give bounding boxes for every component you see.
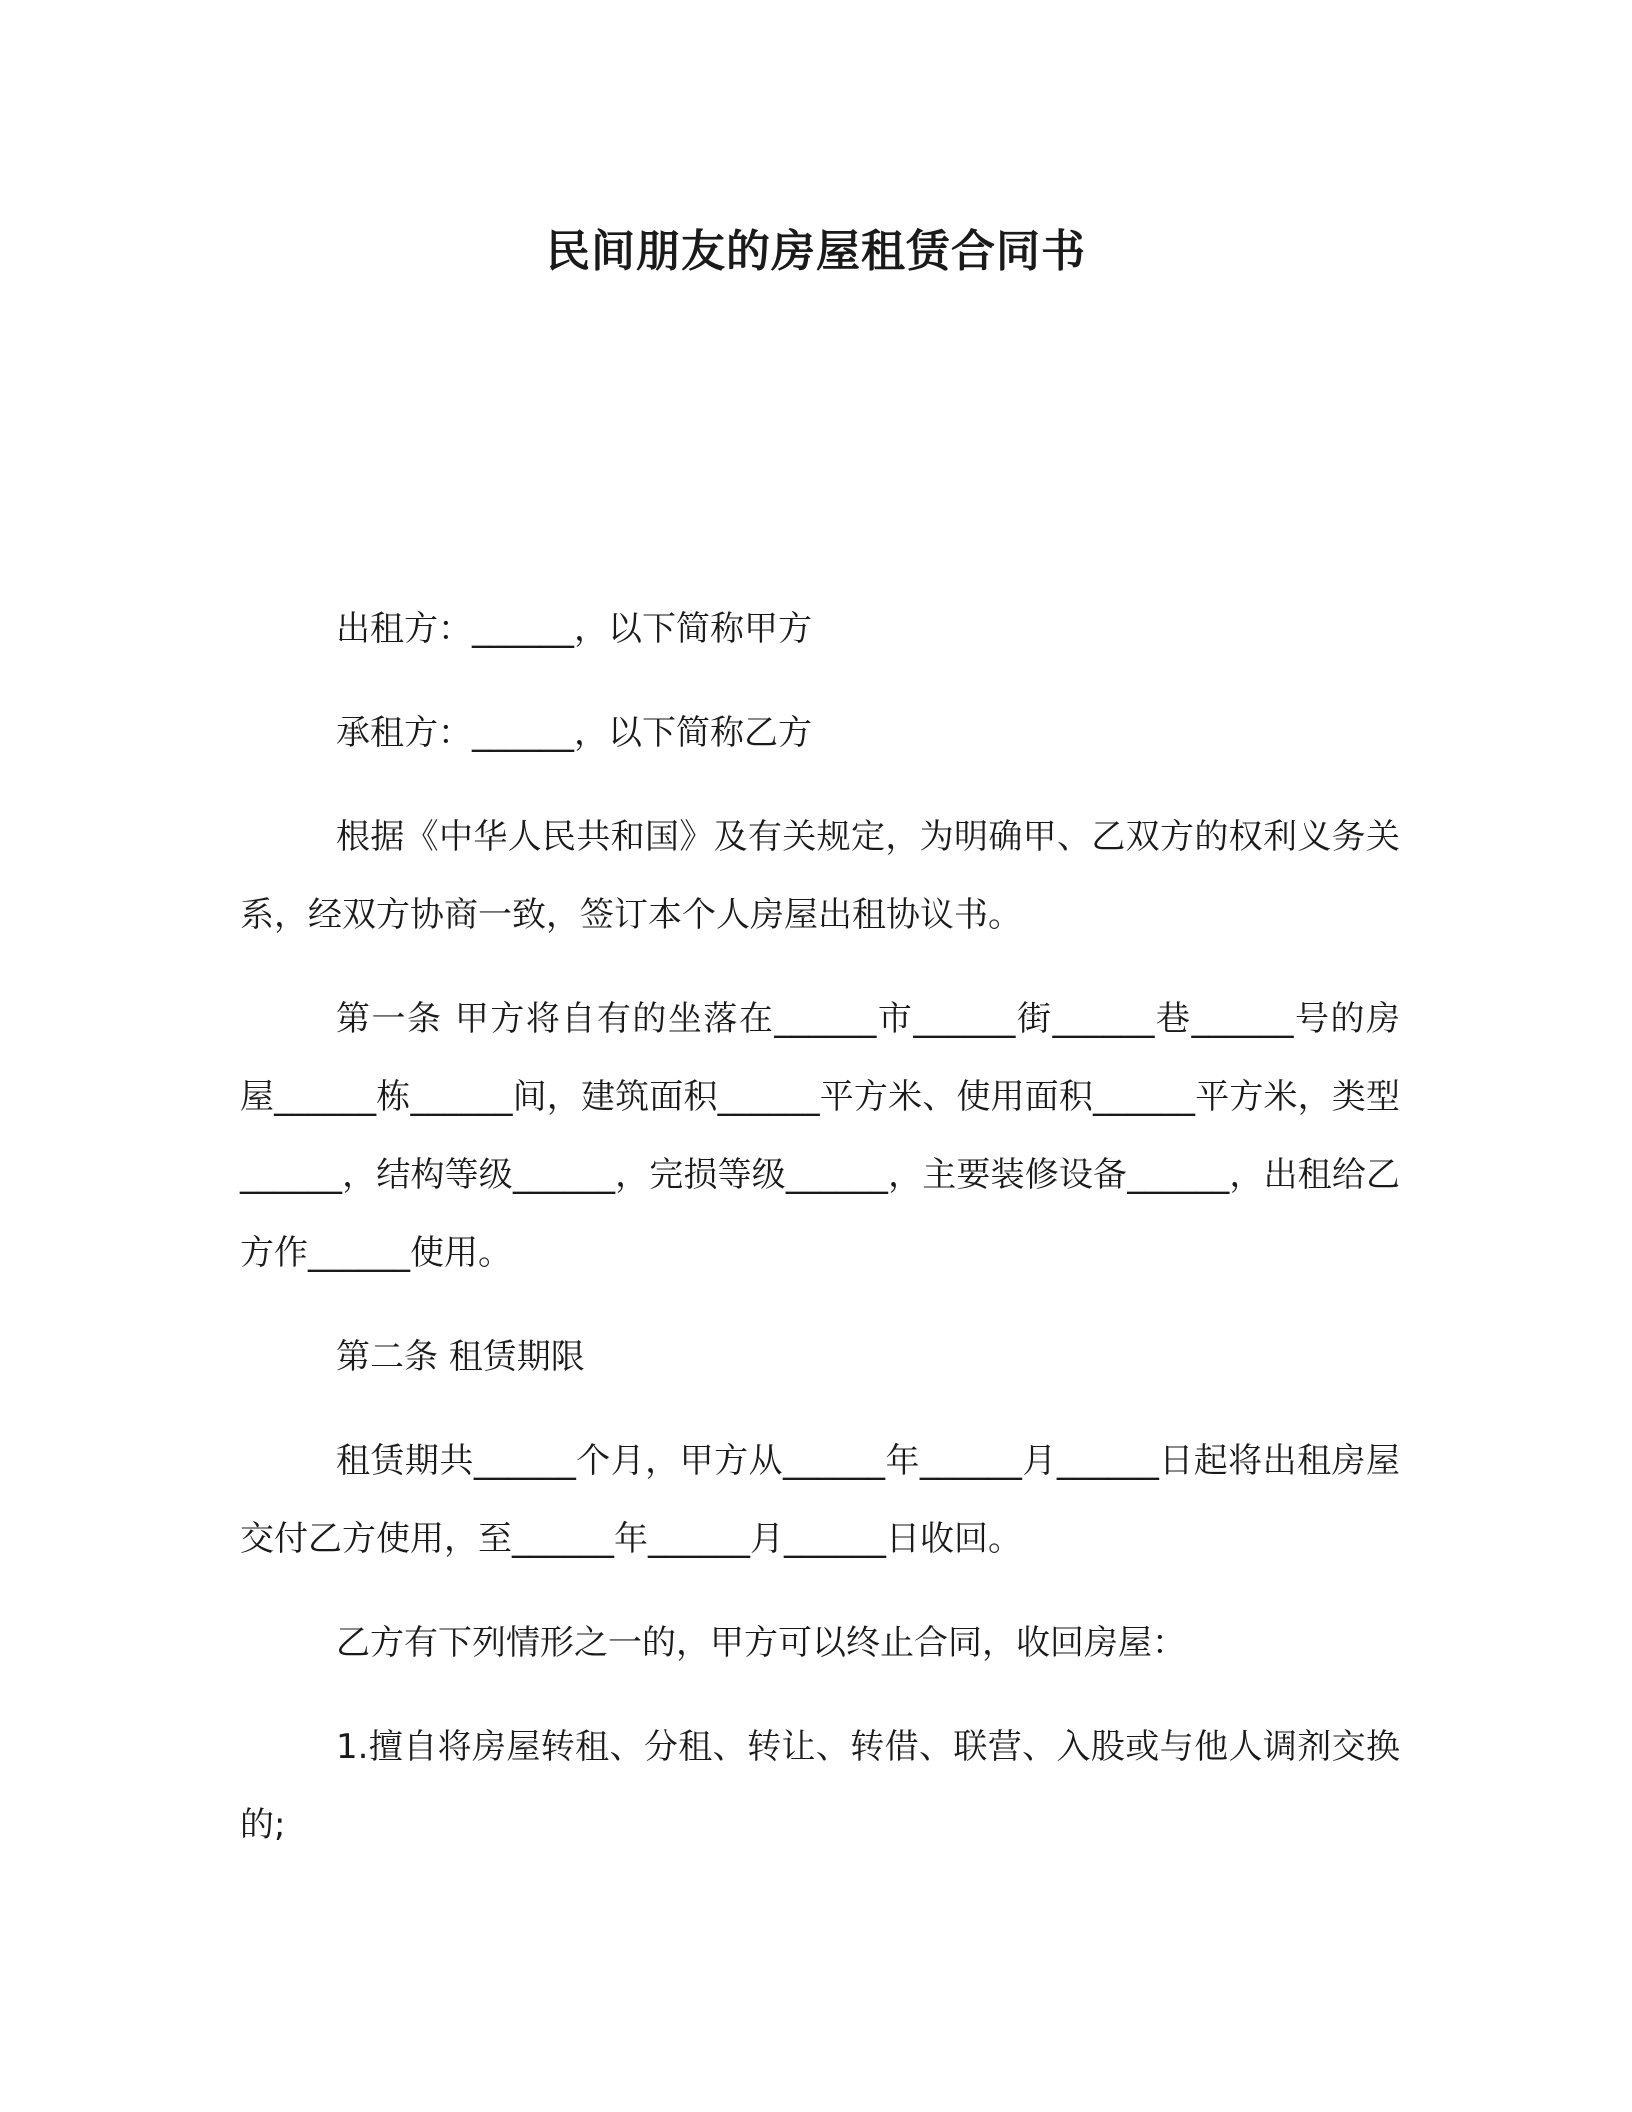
preamble-paragraph: 根据《中华人民共和国》及有关规定，为明确甲、乙双方的权利义务关系，经双方协商一致，签订本个人房屋出租协议书。 <box>240 817 1400 935</box>
document-body <box>240 590 1400 1890</box>
lessee-line: 承租方：______，以下简称乙方 <box>336 713 812 753</box>
article-two-heading: 第二条 租赁期限 <box>336 1337 585 1377</box>
lease-term-paragraph: 租赁期共______个月，甲方从______年______月______日起将出租房屋交付乙方使用，至______年______月______日收回。 <box>240 1441 1400 1559</box>
termination-intro: 乙方有下列情形之一的，甲方可以终止合同，收回房屋： <box>336 1623 1186 1663</box>
termination-item-1: 1.擅自将房屋转租、分租、转让、转借、联营、入股或与他人调剂交换的; <box>240 1727 1400 1845</box>
lessor-line: 出租方：______，以下简称甲方 <box>336 609 812 649</box>
article-one-paragraph: 第一条 甲方将自有的坐落在______市______街______巷______号的房屋______栋______间，建筑面积______平方米、使用面积______平方米，类型______，结构等级______，完损等级______，主要装修设备______，出租给乙方作______使用。 <box>240 999 1400 1273</box>
document-title: 民间朋友的房屋租赁合同书 <box>546 226 1086 277</box>
